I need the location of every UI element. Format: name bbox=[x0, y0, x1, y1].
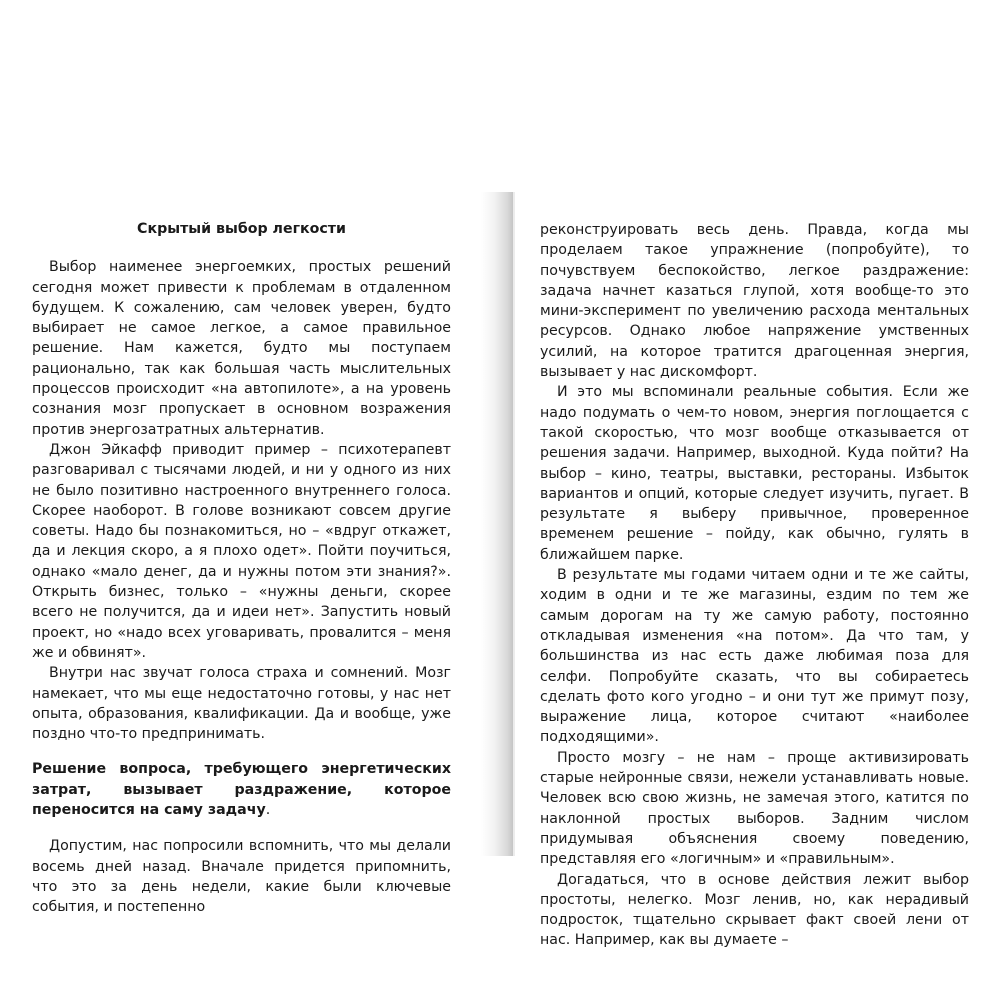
left-page-text bbox=[32, 219, 451, 918]
bold-subheading-text: Решение вопроса, требующего энергетических затрат, вызывает раздражение, которое переносится на саму задачу bbox=[32, 761, 451, 819]
section-heading: Скрытый выбор легкости bbox=[137, 221, 346, 237]
bold-subheading bbox=[32, 759, 451, 820]
paragraph: Выбор наименее энергоемких, простых решений сегодня может привести к проблемам в отдаленном будущем. К сожалению, сам человек уверен, будто выбирает не самое легкое, а самое правильное решение. Нам кажется, будто мы поступаем рационально, так как большая часть мыслительных процессов происходит «на автопилоте», а на уровень сознания мозг пропускает в основном возражения против энергозатратных альтернатив. bbox=[32, 259, 451, 438]
bold-subheading-period: . bbox=[265, 802, 271, 819]
right-page-text bbox=[540, 220, 969, 951]
left-page bbox=[0, 0, 490, 1000]
paragraph: Просто мозгу – не нам – проще активизировать старые нейронные связи, нежели устанавливать новые. Человек всю свою жизнь, не замечая этого, катится по наклонной простых выборов. Задним числом придумывая объяснения своему поведению, представляя его «логичным» и «правильным». bbox=[540, 749, 969, 868]
paragraph: Догадаться, что в основе действия лежит выбор простоты, нелегко. Мозг ленив, но, как нерадивый подросток, тщательно скрывает факт своей лени от нас. Например, как вы думаете – bbox=[540, 871, 969, 949]
right-page bbox=[510, 0, 1000, 1000]
paragraph: И это мы вспоминали реальные события. Если же надо подумать о чем-то новом, энергия поглощается с такой скоростью, что мозг вообще отказывается от решения задачи. Например, выходной. Куда пойти? На выбор – кино, театры, выставки, рестораны. Избыток вариантов и опций, которые следует изучить, пугает. В результате я выберу привычное, проверенное временем решение – пойду, как обычно, гулять в ближайшем парке. bbox=[540, 384, 969, 563]
paragraph: Джон Эйкафф приводит пример – психотерапевт разговаривал с тысячами людей, и ни у одного из них не было позитивно настроенного внутреннего голоса. Скорее наоборот. В голове возникают совсем другие советы. Надо бы познакомиться, но – «вдруг откажет, да и лекция скоро, а я плохо одет». Пойти поучиться, однако «мало денег, да и нужны потом эти знания?». Открыть бизнес, только – «нужны деньги, скорее всего не получится, да и идеи нет». Запустить новый проект, но «надо всех уговаривать, провалится – меня же и обвинят». bbox=[32, 441, 451, 661]
paragraph: Допустим, нас попросили вспомнить, что мы делали восемь дней назад. Вначале придется припомнить, что это за день недели, какие были ключевые события, и постепенно bbox=[32, 838, 451, 916]
paragraph: Внутри нас звучат голоса страха и сомнений. Мозг намекает, что мы еще недостаточно готовы, у нас нет опыта, образования, квалификации. Да и вообще, уже поздно что-то предпринимать. bbox=[32, 665, 451, 743]
paragraph-continuation: реконструировать весь день. Правда, когда мы проделаем такое упражнение (попробуйте), то почувствуем беспокойство, легкое раздражение: задача начнет казаться глупой, хотя вообще-то это мини-эксперимент по увеличению расхода ментальных ресурсов. Однако любое напряжение умственных усилий, на которое тратится драгоценная энергия, вызывает у нас дискомфорт. bbox=[540, 222, 969, 381]
paragraph: В результате мы годами читаем одни и те же сайты, ходим в одни и те же магазины, ездим по тем же самым дорогам на ту же самую работу, постоянно откладывая изменения «на потом». Да что там, у большинства из нас есть даже любимая поза для селфи. Попробуйте сказать, что вы собираетесь сделать фото кого угодно – и они тут же примут позу, выражение лица, которое считают «наиболее подходящими». bbox=[540, 567, 969, 746]
